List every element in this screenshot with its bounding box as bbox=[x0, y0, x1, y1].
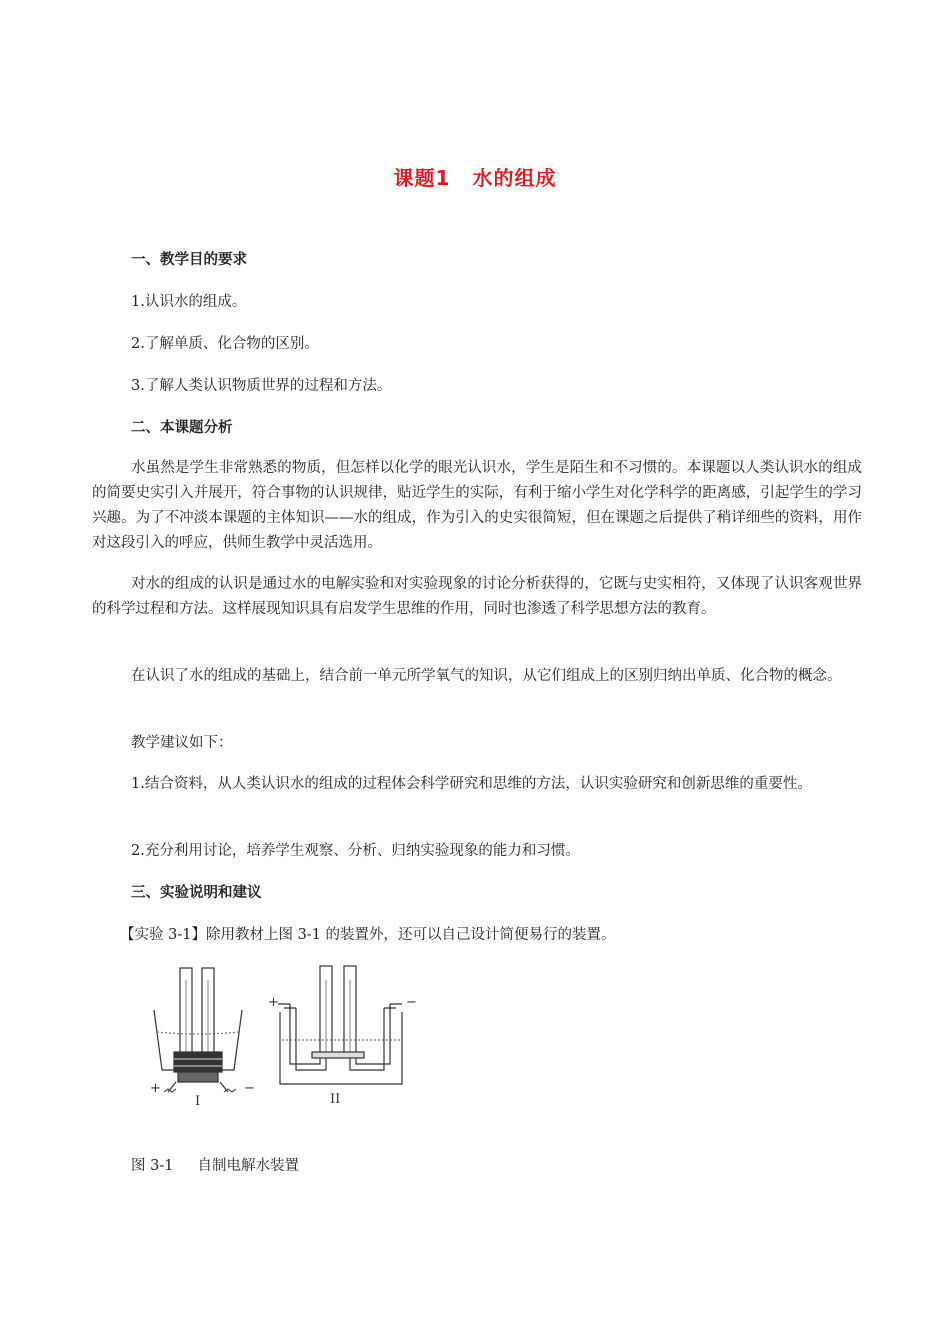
suggestion-item: 1.结合资料，从人类认识水的组成的过程体会科学研究和思维的方法，认识实验研究和创新思维的重要性。 bbox=[131, 776, 812, 792]
lesson-name: 水的组成 bbox=[472, 166, 557, 190]
plus-terminal-ii: + bbox=[268, 995, 279, 1010]
figure-number: 图 3-1 bbox=[131, 1158, 174, 1174]
apparatus-ii bbox=[278, 966, 402, 1084]
section-heading-goals: 一、教学目的要求 bbox=[131, 252, 247, 268]
electrolysis-apparatus-figure bbox=[140, 960, 420, 1110]
apparatus-i bbox=[154, 968, 242, 1092]
section-heading-analysis: 二、本课题分析 bbox=[131, 420, 233, 436]
goal-item: 1.认识水的组成。 bbox=[131, 294, 247, 310]
analysis-paragraph: 对水的组成的认识是通过水的电解实验和对实验现象的讨论分析获得的，它既与史实相符，又体现了认识客观世界的科学过程和方法。这样展现知识具有启发学生思维的作用，同时也渗透了科学思想方法的教育。 bbox=[92, 576, 862, 617]
page-title bbox=[0, 162, 950, 191]
minus-terminal-ii: − bbox=[406, 995, 417, 1010]
minus-terminal-i: − bbox=[244, 1081, 255, 1096]
suggestion-item: 2.充分利用讨论，培养学生观察、分析、归纳实验现象的能力和习惯。 bbox=[131, 843, 580, 859]
label-apparatus-ii: II bbox=[330, 1092, 341, 1107]
analysis-paragraph: 教学建议如下： bbox=[131, 735, 233, 751]
goal-item: 3.了解人类认识物质世界的过程和方法。 bbox=[131, 378, 392, 394]
label-apparatus-i: I bbox=[195, 1094, 201, 1109]
figure-title: 自制电解水装置 bbox=[197, 1158, 299, 1174]
analysis-paragraph: 在认识了水的组成的基础上，结合前一单元所学氧气的知识，从它们组成上的区别归纳出单质、化合物的概念。 bbox=[131, 668, 842, 684]
goal-item: 2.了解单质、化合物的区别。 bbox=[131, 336, 319, 352]
lesson-number: 课题1 bbox=[393, 166, 451, 190]
section-heading-experiment: 三、实验说明和建议 bbox=[131, 885, 262, 901]
figure-caption bbox=[131, 1154, 901, 1179]
analysis-paragraph: 水虽然是学生非常熟悉的物质，但怎样以化学的眼光认识水，学生是陌生和不习惯的。本课题以人类认识水的组成的简要史实引入并展开，符合事物的认识规律，贴近学生的实际，有利于缩小学生对化学科学的距离感，引起学生的学习兴趣。为了不冲淡本课题的主体知识——水的组成，作为引入的史实很简短，但在课题之后提供了稍详细些的资料，用作对这段引入的呼应，供师生教学中灵活选用。 bbox=[92, 460, 862, 551]
plus-terminal-i: + bbox=[150, 1081, 161, 1096]
experiment-note: 【实验 3-1】除用教材上图 3-1 的装置外，还可以自己设计简便易行的装置。 bbox=[120, 927, 616, 943]
